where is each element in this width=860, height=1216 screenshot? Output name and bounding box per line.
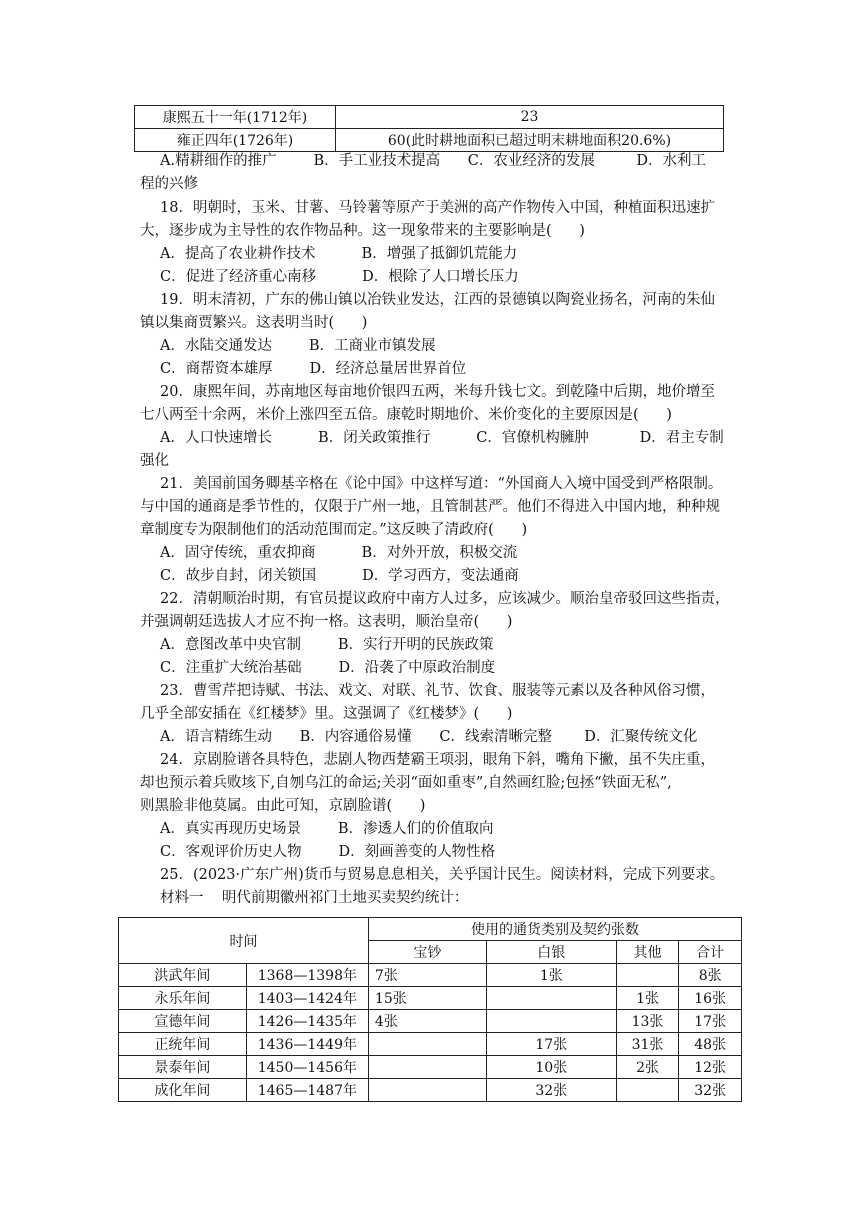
q22-options-ab: A．意图改革中央官制 B．实行开明的民族政策: [160, 637, 494, 653]
cell-years: 1403—1424年: [246, 987, 368, 1010]
q17-options-line2: 程的兴修: [140, 176, 198, 192]
cell-total: 17张: [679, 1010, 742, 1033]
table-cell-value: 23: [336, 106, 724, 129]
q17-options-line1: A.精耕细作的推广 B．手工业技术提高 C．农业经济的发展 D．水利工: [160, 153, 706, 169]
cell-reign: 成化年间: [119, 1079, 247, 1102]
cell-other: 13张: [616, 1010, 679, 1033]
cell-baiyin: 1张: [486, 964, 616, 987]
cell-other: 31张: [616, 1033, 679, 1056]
q23-stem-line2: 几乎全部安插在《红楼梦》里。这强调了《红楼梦》( ): [140, 706, 513, 722]
cell-baochao: [368, 1056, 486, 1079]
cell-other: [616, 1079, 679, 1102]
table-row: [119, 1079, 742, 1102]
cell-baochao: 15张: [368, 987, 486, 1010]
q19-stem-line1: 19．明末清初，广东的佛山镇以冶铁业发达，江西的景德镇以陶瓷业扬名，河南的朱仙: [160, 292, 715, 308]
header-total: 合计: [679, 941, 742, 964]
q23-options: A．语言精练生动 B．内容通俗易懂 C．线索清晰完整 D．汇聚传统文化: [160, 729, 698, 745]
cell-baiyin: [486, 987, 616, 1010]
q24-stem-line2: 却也预示着兵败垓下,自刎乌江的命运;关羽“面如重枣”,自然画红脸;包拯“铁面无私”,: [140, 775, 672, 791]
q22-options-cd: C．注重扩大统治基础 D．沿袭了中原政治制度: [160, 660, 496, 676]
q18-options-cd: C．促进了经济重心南移 D．根除了人口增长压力: [160, 269, 519, 285]
cell-baiyin: 32张: [486, 1079, 616, 1102]
q21-options-cd: C．故步自封，闭关锁国 D．学习西方，变法通商: [160, 568, 519, 584]
q20-stem-line2: 七八两至十余两，米价上涨四至五倍。康乾时期地价、米价变化的主要原因是( ): [140, 407, 672, 423]
q23-stem-line1: 23．曹雪芹把诗赋、书法、戏文、对联、礼节、饮食、服装等元素以及各种风俗习惯，: [160, 683, 715, 699]
q19-stem-line2: 镇以集商贾繁兴。这表明当时( ): [140, 315, 368, 331]
cell-years: 1450—1456年: [246, 1056, 368, 1079]
cell-other: 2张: [616, 1056, 679, 1079]
table-cell-period: 康熙五十一年(1712年): [135, 106, 336, 129]
cell-total: 12张: [679, 1056, 742, 1079]
cell-years: 1465—1487年: [246, 1079, 368, 1102]
q21-stem-line3: 章制度专为限制他们的活动范围而定。”这反映了清政府( ): [140, 522, 528, 538]
cell-baochao: 4张: [368, 1010, 486, 1033]
q20-stem-line1: 20．康熙年间，苏南地区每亩地价银四五两，米每升钱七文。到乾隆中后期，地价增至: [160, 384, 715, 400]
header-currency-group: 使用的通货类别及契约张数: [368, 918, 741, 941]
q21-stem-line1: 21．美国前国务卿基辛格在《论中国》中这样写道：“外国商人入境中国受到严格限制。: [160, 476, 723, 492]
q24-options-ab: A．真实再现历史场景 B．渗透人们的价值取向: [160, 821, 494, 837]
table-row: [119, 1033, 742, 1056]
q18-options-ab: A．提高了农业耕作技术 B．增强了抵御饥荒能力: [160, 246, 518, 262]
header-baiyin: 白银: [486, 941, 616, 964]
material-one-heading: 材料一 明代前期徽州祁门土地买卖契约统计：: [160, 890, 469, 906]
cell-other: 1张: [616, 987, 679, 1010]
q25-stem: 25．(2023·广东广州)货币与贸易息息相关，关乎国计民生。阅读材料，完成下列要求。: [160, 867, 725, 883]
cell-baochao: [368, 1033, 486, 1056]
header-other: 其他: [616, 941, 679, 964]
table-header-row: [119, 918, 742, 941]
cell-total: 8张: [679, 964, 742, 987]
table-cell-value: 60(此时耕地面积已超过明末耕地面积20.6%): [336, 129, 724, 152]
q24-options-cd: C．客观评价历史人物 D．刻画善变的人物性格: [160, 844, 496, 860]
q22-stem-line2: 并强调朝廷选拔人才应不拘一格。这表明，顺治皇帝( ): [140, 614, 513, 630]
q20-options-line2: 强化: [140, 453, 169, 469]
q24-stem-line3: 则黑脸非他莫属。由此可知，京剧脸谱( ): [140, 798, 426, 814]
table-cell-period: 雍正四年(1726年): [135, 129, 336, 152]
land-contract-table: [118, 917, 742, 1102]
cell-baochao: [368, 1079, 486, 1102]
cell-baiyin: 17张: [486, 1033, 616, 1056]
farmland-table: [134, 105, 724, 152]
cell-total: 32张: [679, 1079, 742, 1102]
cell-years: 1436—1449年: [246, 1033, 368, 1056]
cell-other: [616, 964, 679, 987]
cell-reign: 景泰年间: [119, 1056, 247, 1079]
q18-stem-line1: 18．明朝时，玉米、甘薯、马铃薯等原产于美洲的高产作物传入中国，种植面积迅速扩: [160, 200, 715, 216]
cell-reign: 永乐年间: [119, 987, 247, 1010]
q18-stem-line2: 大，逐步成为主导性的农作物品种。这一现象带来的主要影响是( ): [140, 223, 585, 239]
table-row: [119, 964, 742, 987]
header-baochao: 宝钞: [368, 941, 486, 964]
cell-reign: 洪武年间: [119, 964, 247, 987]
cell-years: 1426—1435年: [246, 1010, 368, 1033]
q21-options-ab: A．固守传统，重农抑商 B．对外开放，积极交流: [160, 545, 518, 561]
cell-baiyin: [486, 1010, 616, 1033]
q19-options-ab: A．水陆交通发达 B．工商业市镇发展: [160, 338, 436, 354]
cell-total: 16张: [679, 987, 742, 1010]
table-row: [119, 987, 742, 1010]
cell-baiyin: 10张: [486, 1056, 616, 1079]
header-time: 时间: [119, 918, 369, 964]
q21-stem-line2: 与中国的通商是季节性的，仅限于广州一地，且管制甚严。他们不得进入中国内地，种种规: [140, 499, 720, 515]
cell-reign: 宣德年间: [119, 1010, 247, 1033]
cell-baochao: 7张: [368, 964, 486, 987]
cell-reign: 正统年间: [119, 1033, 247, 1056]
cell-years: 1368—1398年: [246, 964, 368, 987]
q19-options-cd: C．商帮资本雄厚 D．经济总量居世界首位: [160, 361, 467, 377]
table-row: [119, 1010, 742, 1033]
table-row: [135, 106, 724, 129]
q20-options-line1: A．人口快速增长 B．闭关政策推行 C．官僚机构臃肿 D．君主专制: [160, 430, 724, 446]
table-row: [119, 1056, 742, 1079]
q24-stem-line1: 24．京剧脸谱各具特色，悲剧人物西楚霸王项羽，眼角下斜，嘴角下撇，虽不失庄重，: [160, 752, 715, 768]
q22-stem-line1: 22．清朝顺治时期，有官员提议政府中南方人过多，应该减少。顺治皇帝驳回这些指责，: [160, 591, 730, 607]
cell-total: 48张: [679, 1033, 742, 1056]
table-row: [135, 129, 724, 152]
